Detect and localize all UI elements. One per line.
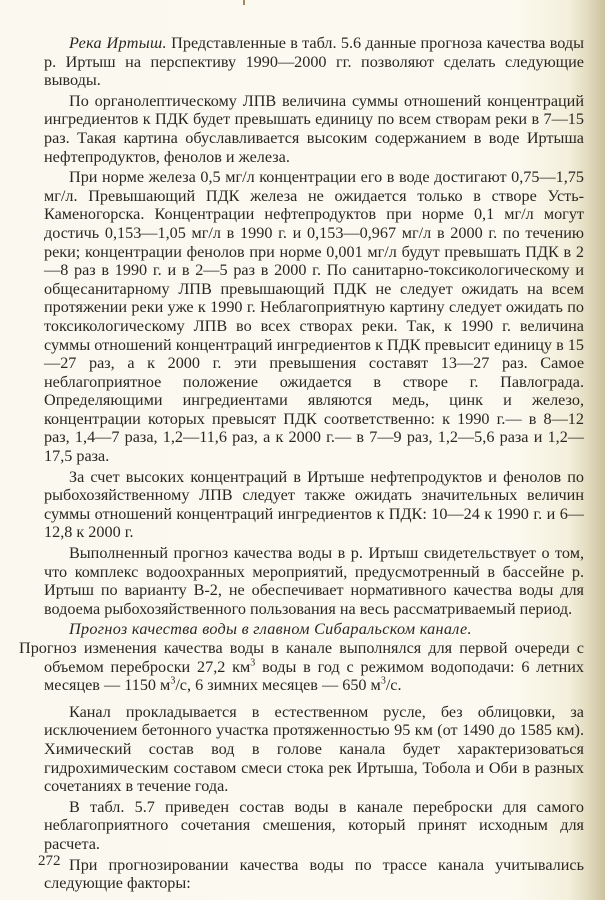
paragraph-irtysh-intro: Река Иртыш. Представленные в табл. 5.6 данные прогноза качества воды р. Иртыш на перспективу 1990—2000 гг. позволяют сделать следующие выводы.: [44, 34, 584, 90]
paragraph-conclusion: Выполненный прогноз качества воды в р. Иртыш свидетельствует о том, что комплекс водоохранных мероприятий, предусмотренный в бассейне р. Иртыш по варианту В-2, не обеспечивает нормативного качества воды для водоема рыбохозяйственного пользования на весь рассматриваемый период.: [44, 544, 584, 618]
paragraph-canal-route: Канал прокладывается в естественном русле, без облицовки, за исключением бетонного участка протяженностью 95 км (от 1490 до 1585 км). Химический состав вод в голове канала будет характеризоваться гидрохимическим составом смеси стока рек Иртыша, Тобола и Оби в разных сочетаниях в течение года.: [44, 702, 584, 796]
page-body: [19, 34, 584, 893]
paragraph-canal-forecast: Прогноз качества воды в главном Сибаральском канале. Прогноз изменения качества воды в канале выполнялся для первой очереди с объемом переброски 27,2 $км^3$ воды в год с режимом водоподачи: 6 летних месяцев — 1150 $м^3/с$, 6 зимних месяцев — 650 $м^3/с$.: [19, 620, 584, 695]
paragraph-iron-norms: При норме железа 0,5 мг/л концентрации его в воде достигают 0,75—1,75 мг/л. Превышающий ПДК железа не ожидается только в створе Усть-Каменогорска. Концентрации нефтепродуктов при норме 0,1 мг/л могут достичь 0,153—1,05 мг/л в 1990 г. и 0,153—0,967 мг/л в 2000 г. по течению реки; концентрации фенолов при норме 0,001 мг/л будут превышать ПДК в 2—8 раз в 1990 г. и в 2—5 раз в 2000 г. По санитарно-токсикологическому и общесанитарному ЛПВ превышающий ПДК не следует ожидать на всем протяжении реки уже к 1990 г. Неблагоприятную картину следует ожидать по токсикологическому ЛПВ во всех створах реки. Так, к 1990 г. величина суммы отношений концентраций ингредиентов к ПДК превысит единицу в 15—27 раз, а к 2000 г. эти превышения составят 13—27 раз. Самое неблагоприятное положение ожидается в створе г. Павлограда. Определяющими ингредиентами являются медь, цинк и железо, концентрации которых превысят ПДК соответственно: к 1990 г.— в 8—12 раз, 1,4—7 раза, 1,2—11,6 раз, а к 2000 г.— в 7—9 раз, 1,2—5,6 раза и 1,2—17,5 раза.: [44, 168, 584, 466]
print-mark: [243, 0, 245, 5]
paragraph-factors: При прогнозировании качества воды по трассе канала учитывались следующие факторы:: [44, 855, 584, 893]
section-heading-canal: Прогноз качества воды в главном Сибаральском канале.: [69, 620, 472, 639]
section-heading-irtysh: Река Иртыш.: [69, 34, 167, 52]
paragraph-organoleptic: По органолептическому ЛПВ величина суммы отношений концентраций ингредиентов к ПДК будет превышать единицу по всем створам реки в 7—15 раз. Такая картина обуславливается высоким содержанием в воде Иртыша нефтепродуктов, фенолов и железа.: [44, 91, 584, 166]
page-number: 272: [38, 853, 61, 869]
paragraph-fishery: За счет высоких концентраций в Иртыше нефтепродуктов и фенолов по рыбохозяйственному ЛПВ следует также ожидать значительных величин суммы отношений концентраций ингредиентов к ПДК: 10—24 к 1990 г. и 6—12,8 к 2000 г.: [44, 467, 584, 542]
paragraph-table-ref: В табл. 5.7 приведен состав воды в канале переброски для самого неблагоприятного сочетания смешения, который принят исходным для расчета.: [44, 797, 584, 853]
